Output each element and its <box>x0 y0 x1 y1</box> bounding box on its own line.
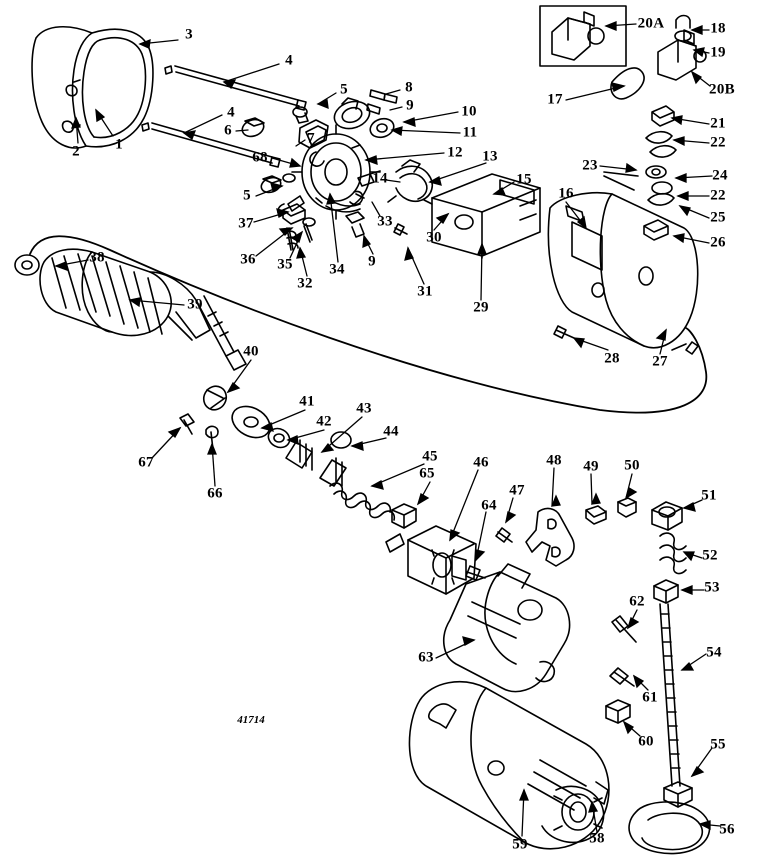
callout-number-12: 12 <box>447 144 463 161</box>
callout-number-4: 4 <box>285 52 293 69</box>
callout-number-21: 21 <box>710 115 726 132</box>
callout-number-9: 9 <box>406 97 414 114</box>
callout-number-17: 17 <box>547 91 563 108</box>
callout-number-18: 18 <box>710 20 726 37</box>
callout-number-24: 24 <box>712 167 728 184</box>
callout-number-64: 64 <box>481 497 497 514</box>
callout-number-66: 66 <box>207 485 223 502</box>
callout-number-63: 63 <box>418 649 434 666</box>
callout-number-53: 53 <box>704 579 720 596</box>
callout-number-3: 3 <box>185 26 193 43</box>
callout-number-32: 32 <box>297 275 313 292</box>
callout-number-1: 1 <box>115 136 123 153</box>
callout-number-22: 22 <box>710 134 726 151</box>
callout-number-6: 6 <box>224 122 232 139</box>
callout-number-54: 54 <box>706 644 722 661</box>
callout-number-23: 23 <box>582 157 598 174</box>
callout-number-14: 14 <box>372 170 388 187</box>
callout-number-48: 48 <box>546 452 562 469</box>
callout-number-59: 59 <box>512 836 528 853</box>
callout-number-68: 68 <box>252 149 268 166</box>
callout-number-7: 7 <box>307 130 315 147</box>
callout-number-25: 25 <box>710 209 726 226</box>
callout-number-33: 33 <box>377 213 393 230</box>
callout-number-35: 35 <box>277 256 293 273</box>
callout-number-41: 41 <box>299 393 315 410</box>
callout-number-62: 62 <box>629 593 645 610</box>
callout-number-43: 43 <box>356 400 372 417</box>
callout-number-20a: 20A <box>637 15 665 32</box>
callout-number-4: 4 <box>227 104 235 121</box>
callout-number-44: 44 <box>383 423 399 440</box>
callout-number-67: 67 <box>138 454 154 471</box>
callout-number-20b: 20B <box>709 81 735 98</box>
callout-number-37: 37 <box>238 215 254 232</box>
callout-number-49: 49 <box>583 458 599 475</box>
callout-number-61: 61 <box>642 689 658 706</box>
callout-number-9: 9 <box>368 253 376 270</box>
callout-number-16: 16 <box>558 185 574 202</box>
callout-number-51: 51 <box>701 487 717 504</box>
callout-number-29: 29 <box>473 299 489 316</box>
figure-drawing-number: 41714 <box>237 714 265 726</box>
callout-number-5: 5 <box>340 81 348 98</box>
callout-number-46: 46 <box>473 454 489 471</box>
callout-number-11: 11 <box>462 124 478 141</box>
callout-number-28: 28 <box>604 350 620 367</box>
callout-number-40: 40 <box>243 343 259 360</box>
callout-number-15: 15 <box>516 171 532 188</box>
callout-number-58: 58 <box>589 830 605 847</box>
callout-number-55: 55 <box>710 736 726 753</box>
callout-number-10: 10 <box>461 103 477 120</box>
callout-number-47: 47 <box>509 482 525 499</box>
callout-number-26: 26 <box>710 234 726 251</box>
callout-number-42: 42 <box>316 413 332 430</box>
callout-number-60: 60 <box>638 733 654 750</box>
callout-number-45: 45 <box>422 448 438 465</box>
callout-number-19: 19 <box>710 44 726 61</box>
callout-number-56: 56 <box>719 821 735 838</box>
callout-number-5: 5 <box>243 187 251 204</box>
callout-number-30: 30 <box>426 229 442 246</box>
callout-number-22: 22 <box>710 187 726 204</box>
callout-number-38: 38 <box>89 249 105 266</box>
callout-number-39: 39 <box>187 296 203 313</box>
callout-number-2: 2 <box>72 143 80 160</box>
callout-number-36: 36 <box>240 251 256 268</box>
callout-number-52: 52 <box>702 547 718 564</box>
callout-number-31: 31 <box>417 283 433 300</box>
callout-number-13: 13 <box>482 148 498 165</box>
callout-number-8: 8 <box>405 79 413 96</box>
callout-number-34: 34 <box>329 261 345 278</box>
callout-number-50: 50 <box>624 457 640 474</box>
callout-number-27: 27 <box>652 353 668 370</box>
callout-number-65: 65 <box>419 465 435 482</box>
